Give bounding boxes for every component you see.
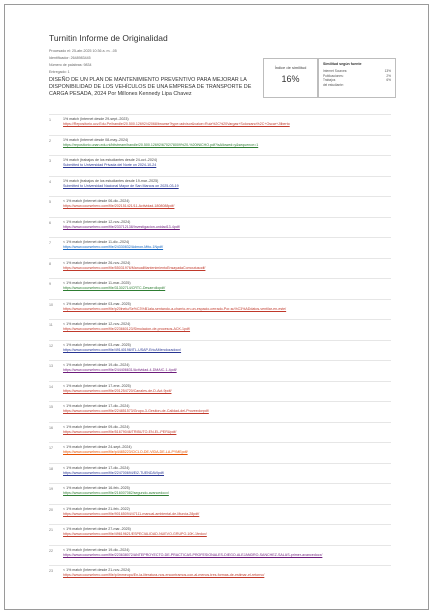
match-source-link[interactable]: https://www.coursehero.com/file/p4mmeupo/En-la-literatura-nos-encontramos-con-al-menos-tres-formas-de-estimar-el-retorno/: [63, 573, 265, 577]
match-description: 1% match (Internet desde 29-sept.-2023): [63, 117, 129, 121]
similarity-by-source-box: [318, 58, 396, 98]
match-body: [63, 525, 391, 545]
match-number: 11: [49, 323, 53, 327]
match-body: [63, 320, 391, 340]
match-source-link[interactable]: https://www.coursehero.com/file/49140198/ITL-USAP-EricAMendozadocx/: [63, 347, 182, 352]
match-description: < 1% match (Internet desde 19-dic.-2024): [63, 363, 130, 367]
match-item: [49, 299, 391, 320]
match-source-link[interactable]: https://www.coursehero.com/file/223638072/ANTEPROYECTO-DE-PRACTICAS-PROFESIONALES-DIEGO-ALEJANDRO-SANCHEZ-SALAS-primer-avancedocx/: [63, 552, 323, 557]
report-page: [4, 4, 429, 610]
match-body: [63, 177, 391, 197]
match-description: 1% match (trabajos de los estudiantes desde 24-oct.-2024): [63, 158, 158, 162]
match-number: 14: [49, 384, 53, 389]
match-item: [49, 278, 391, 299]
match-body: [63, 423, 391, 443]
meta-line: Procesado el: 25-abr-2025 10:36 a. m. -05: [49, 49, 117, 53]
match-source-link[interactable]: https://www.coursehero.com/file/49619621/ESPECIALIDAD-NUEVO-GRUPO-10K-1fedox/: [63, 532, 207, 536]
match-number: 1: [49, 118, 51, 122]
match-description: < 1% match (Internet desde 26-nov.-2024): [63, 260, 131, 265]
sources-heading: Similitud según fuente: [323, 62, 362, 66]
match-number: 2: [49, 138, 51, 143]
match-item: [49, 401, 391, 422]
match-body: [63, 279, 391, 299]
match-description: < 1% match (Internet desde 11-dic.-2024): [63, 240, 130, 244]
match-body: [63, 464, 391, 484]
match-description: < 1% match (Internet desde 03-mar.-2025): [63, 301, 131, 306]
match-source-link[interactable]: https://www.coursehero.com/file/p20lnelu/Se%C3%B1ala-sentando-a-charrio-en-un-espacio-cerrado-Por-su%C3%ADdatos-ventilar-en-este/: [63, 306, 287, 311]
match-source-link[interactable]: https://Repositorio.ucv.Edu.Pe/handle/20.500.12692/42068/browse?type=advisor&value=Ruiz%2C%20Vargas+Solorzano%2C+Oscar+Jilberto: [63, 122, 290, 126]
match-number: 3: [49, 159, 51, 163]
match-description: < 1% match (Internet desde 17-dic.-2024): [63, 465, 130, 470]
match-number: 15: [49, 405, 53, 409]
match-item: [49, 463, 391, 484]
match-description: < 1% match (Internet desde 11-mar.-2025): [63, 281, 131, 285]
meta-line: Número de palabras: 9834: [49, 63, 92, 67]
similarity-label: Índice de similitud: [274, 65, 307, 70]
match-body: [63, 218, 391, 238]
match-number: 10: [49, 302, 53, 307]
match-description: < 1% match (Internet desde 17-dic.-2024): [63, 404, 130, 408]
match-body: [63, 402, 391, 422]
match-number: 9: [49, 282, 51, 286]
match-body: [63, 238, 391, 258]
match-item: [49, 504, 391, 525]
match-item: [49, 176, 391, 197]
match-body: [63, 259, 391, 279]
match-item: [49, 196, 391, 217]
match-number: 18: [49, 466, 53, 471]
match-description: < 1% match (Internet desde 24-sept.-2024): [63, 445, 132, 449]
match-item: [49, 155, 391, 176]
match-item: [49, 360, 391, 381]
match-source-link[interactable]: Submitted to Universidad Nacional Mayor de San Marcos on 2025-03-19: [63, 183, 179, 188]
match-source-link[interactable]: https://www.coursehero.com/file/202151421/11-Actividad-1808088pdf/: [63, 204, 175, 208]
match-body: [63, 443, 391, 463]
match-item: [49, 442, 391, 463]
match-source-link[interactable]: https://www.coursehero.com/file/223660123/Simulacion-de-procesos-ACK-1pdf/: [63, 327, 191, 331]
match-number: 23: [49, 569, 53, 573]
match-number: 6: [49, 220, 51, 225]
similarity-value: 16%: [281, 74, 300, 84]
match-body: [63, 505, 391, 525]
match-description: < 1% match (Internet desde 06-dic.-2024): [63, 199, 130, 203]
match-number: 21: [49, 528, 53, 532]
match-item: [49, 565, 391, 586]
meta-line: Identificador: 2648983445: [49, 56, 91, 60]
source-label: Trabajos: [323, 78, 336, 83]
match-item: [49, 237, 391, 258]
match-body: [63, 197, 391, 217]
match-number: 12: [49, 343, 53, 348]
match-item: [49, 422, 391, 443]
match-body: [63, 361, 391, 381]
match-description: < 1% match (Internet desde 09-dic.-2024): [63, 424, 130, 429]
match-description: 1% match (Internet desde 08-may.-2024): [63, 137, 129, 142]
match-description: < 1% match (Internet desde 19-dic.-2024): [63, 547, 130, 552]
match-number: 4: [49, 179, 51, 184]
match-list: [49, 114, 391, 586]
match-source-link[interactable]: https://www.coursehero.com/file/55031976/ManualMantenimientoEnsayadaComoutusodf/: [63, 265, 206, 270]
source-value: 2%: [386, 73, 391, 78]
match-description: < 1% match (Internet desde 16-feb.-2025): [63, 486, 130, 490]
match-source-link[interactable]: https://www.coursehero.com/file/224700694/Ei2-TUENDAVIpdf/: [63, 470, 165, 475]
match-body: [63, 136, 391, 156]
source-row: [323, 83, 391, 88]
match-description: < 1% match (Internet desde 17-ene.-2025): [63, 383, 131, 388]
match-item: [49, 114, 391, 135]
match-body: [63, 566, 391, 586]
match-number: 17: [49, 446, 53, 450]
match-description: < 1% match (Internet desde 03-mar.-2025): [63, 342, 131, 347]
match-source-link[interactable]: https://www.coursehero.com/file/233712138/Investigacion-unidad13-4pdf/: [63, 224, 180, 229]
match-item: [49, 319, 391, 340]
report-title: Turnitin Informe de Originalidad: [49, 33, 168, 43]
match-number: 8: [49, 261, 51, 266]
match-description: < 1% match (Internet desde 12-nov.-2024): [63, 219, 131, 224]
match-source-link[interactable]: https://www.coursehero.com/file/p4485223/CICLO-DE-VIDA-DE-LA-PYMEpdf/: [63, 450, 188, 454]
match-description: < 1% match (Internet desde 21-feb.-2022): [63, 506, 130, 511]
match-item: [49, 135, 391, 156]
match-description: 1% match (trabajos de los estudiantes desde 19-mar.-2025): [63, 178, 159, 183]
match-body: [63, 341, 391, 361]
source-label: del estudiante:: [323, 82, 344, 87]
match-item: [49, 524, 391, 545]
match-source-link[interactable]: https://repositorio.unan.edu.ni/bitstream/handle/20.500.12692/6702/78009%20-%20INICHO.pdf?isAllowed=y&sequence=1: [63, 142, 259, 147]
match-item: [49, 381, 391, 402]
match-number: 5: [49, 200, 51, 204]
similarity-index-box: [263, 58, 318, 98]
match-item: [49, 258, 391, 279]
match-source-link[interactable]: https://www.coursehero.com/file/31302714/CRTC-Desarrollopdf/: [63, 286, 166, 290]
match-description: < 1% match (Internet desde 12-nov.-2024): [63, 322, 131, 326]
match-number: 7: [49, 241, 51, 245]
match-description: < 1% match (Internet desde 27-mar.-2025): [63, 527, 131, 531]
match-body: [63, 115, 391, 135]
match-source-link[interactable]: https://www.coursehero.com/file/90165094/47111-manual-ambiental-de-Murcia-28pdf/: [63, 511, 200, 516]
match-body: [63, 382, 391, 402]
match-item: [49, 217, 391, 238]
match-source-link[interactable]: Submitted to Universidad Privada del Norte on 2024-10-24: [63, 163, 157, 167]
match-number: 13: [49, 364, 53, 368]
match-number: 20: [49, 507, 53, 512]
match-description: < 1% match (Internet desde 21-nov.-2024): [63, 568, 131, 572]
match-number: 16: [49, 425, 53, 430]
match-body: [63, 546, 391, 566]
source-value: 13%: [384, 69, 391, 73]
match-body: [63, 300, 391, 320]
match-number: 19: [49, 487, 53, 491]
match-body: [63, 484, 391, 504]
source-value: 6%: [386, 78, 391, 83]
match-source-link[interactable]: https://www.coursehero.com/file/224851573/Grupo-3-Gestion-de-Calidad-del-Proveedorpdf/: [63, 409, 209, 413]
match-source-link[interactable]: https://www.coursehero.com/file/24330832/Admon-Mtto-1Npdf/: [63, 245, 164, 249]
match-source-link[interactable]: https://www.coursehero.com/file/216007082/segundo-avancedocx/: [63, 491, 169, 495]
match-item: [49, 483, 391, 504]
match-source-link[interactable]: https://www.coursehero.com/file/244406631/Actividad-4-DMAIC-1-4pdf/: [63, 368, 177, 372]
match-item: [49, 545, 391, 566]
match-source-link[interactable]: https://www.coursehero.com/file/51679046/TRIBUTO-EN-EL-PERUpdf/: [63, 429, 177, 434]
document-title: DISEÑO DE UN PLAN DE MANTENIMIENTO PREVENTIVO PARA MEJORAR LA DISPONIBILIDAD DE LOS VEHÍCULOS DE UNA EMPRESA DE TRANSPORTE DE CARGA PESADA, 2024 Por Millones Kennedy Lipa Chavez: [49, 77, 252, 97]
match-body: [63, 156, 391, 176]
source-label: Publicaciones:: [323, 73, 344, 78]
source-label: Internet Sources:: [323, 69, 348, 73]
meta-line: Entregado: 1: [49, 70, 70, 74]
match-number: 22: [49, 548, 53, 553]
match-item: [49, 340, 391, 361]
report-meta: [49, 48, 249, 76]
match-source-link[interactable]: https://www.coursehero.com/file/201254720/Canales-de-D-Act-9pdf/: [63, 388, 172, 393]
